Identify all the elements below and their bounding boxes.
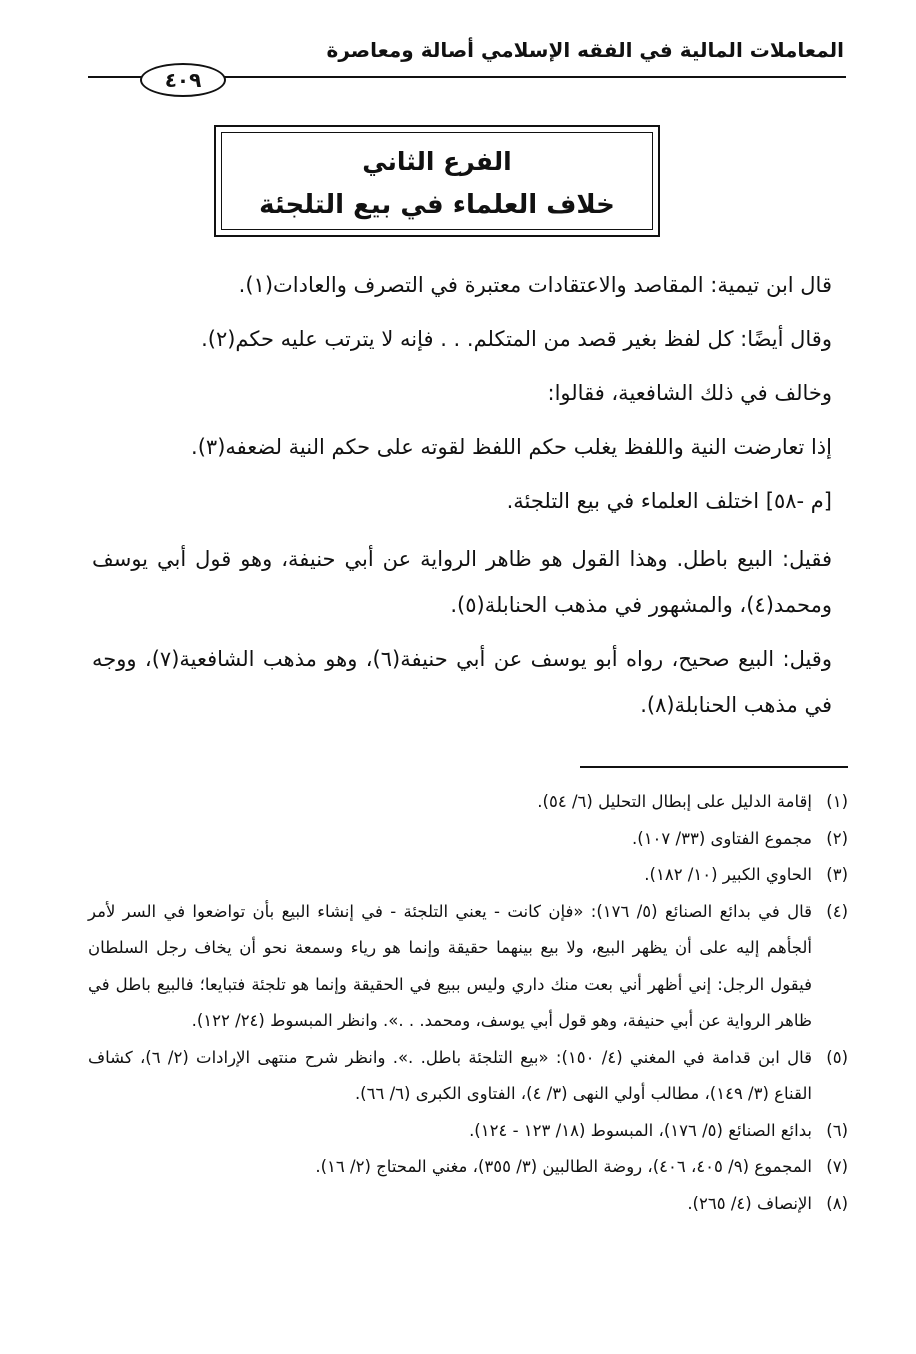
footnote <box>88 1186 848 1223</box>
footnote-text: مجموع الفتاوى (٣٣/ ١٠٧). <box>632 828 812 848</box>
paragraph: قال ابن تيمية: المقاصد والاعتقادات معتبرة في التصرف والعادات(١). <box>238 273 832 297</box>
footnote-text: قال في بدائع الصنائع (٥/ ١٧٦): «فإن كانت - يعني التلجئة - في إنشاء البيع بأن تواضعوا في السر لأمر ألجأهم إليه على أن يظهر البيع، ولا بيع بينهما حقيقة وإنما هو رياء وسمعة نحو أن يخاف رجل السلطان فيقول الرجل: إني أظهر أني بعت منك داري وليس ببيع في الحقيقة وإنما هو تلجئة فتبايعا؛ فالبيع باطل في ظاهر الرواية عن أبي حنيفة، وهو قول أبي يوسف، ومحمد. . .». وانظر المبسوط (٢٤/ ١٢٢). <box>88 901 812 1030</box>
footnote <box>88 894 848 1040</box>
section-heading-box <box>214 125 660 237</box>
footnote <box>88 1040 848 1113</box>
footnote-number: (٨) <box>826 1193 848 1213</box>
footnote-text: الحاوي الكبير (١٠/ ١٨٢). <box>644 865 812 884</box>
footnote <box>88 857 848 894</box>
footnote-number: (٢) <box>826 828 848 848</box>
footnote-number: (١) <box>826 792 848 811</box>
footnote-text: إقامة الدليل على إبطال التحليل (٦/ ٥٤). <box>537 792 812 811</box>
footnote-text: قال ابن قدامة في المغني (٤/ ١٥٠): «بيع التلجئة باطل. .». وانظر شرح منتهى الإرادات (٢/ ٦)، كشاف القناع (٣/ ١٤٩)، مطالب أولي النهى (٣/ ٤)، الفتاوى الكبرى (٦/ ٦٦). <box>88 1047 812 1103</box>
footnote-text: بدائع الصنائع (٥/ ١٧٦)، المبسوط (١٨/ ١٢٣ - ١٢٤). <box>469 1120 812 1140</box>
footnote <box>88 1113 848 1150</box>
section-title: خلاف العلماء في بيع التلجئة <box>259 190 615 220</box>
footnote-number: (٦) <box>826 1120 848 1140</box>
footnote <box>88 821 848 858</box>
footnote-number: (٧) <box>826 1157 848 1176</box>
footnotes <box>88 784 848 1222</box>
footnote-text: الإنصاف (٤/ ٢٦٥). <box>687 1193 812 1213</box>
footnote <box>88 1149 848 1186</box>
paragraph: وقيل: البيع صحيح، رواه أبو يوسف عن أبي حنيفة(٦)، وهو مذهب الشافعية(٧)، ووجه في مذهب الحنابلة(٨). <box>92 647 832 717</box>
paragraph: فقيل: البيع باطل. وهذا القول هو ظاهر الرواية عن أبي حنيفة، وهو قول أبي يوسف ومحمد(٤)، والمشهور في مذهب الحنابلة(٥). <box>92 547 832 617</box>
paragraph: [م -٥٨] اختلف العلماء في بيع التلجئة. <box>506 489 832 513</box>
paragraph: إذا تعارضت النية واللفظ يغلب حكم اللفظ لقوته على حكم النية لضعفه(٣). <box>191 435 832 459</box>
footnote-text: المجموع (٩/ ٤٠٥، ٤٠٦)، روضة الطالبين (٣/ ٣٥٥)، مغني المحتاج (٢/ ١٦). <box>315 1157 812 1176</box>
footnote-number: (٣) <box>826 865 848 884</box>
paragraph: وقال أيضًا: كل لفظ بغير قصد من المتكلم. . . فإنه لا يترتب عليه حكم(٢). <box>201 327 832 351</box>
section-heading-inner-frame <box>221 132 653 230</box>
footnote-number: (٥) <box>826 1047 848 1067</box>
paragraph: وخالف في ذلك الشافعية، فقالوا: <box>547 381 832 405</box>
section-subtitle: الفرع الثاني <box>362 147 512 176</box>
page-number: ٤٠٩ <box>140 63 226 97</box>
footnote-separator <box>580 766 848 768</box>
footnote-number: (٤) <box>826 901 848 921</box>
footnote <box>88 784 848 821</box>
running-header-title: المعاملات المالية في الفقه الإسلامي أصالة ومعاصرة <box>326 38 844 62</box>
body-text <box>92 258 832 728</box>
